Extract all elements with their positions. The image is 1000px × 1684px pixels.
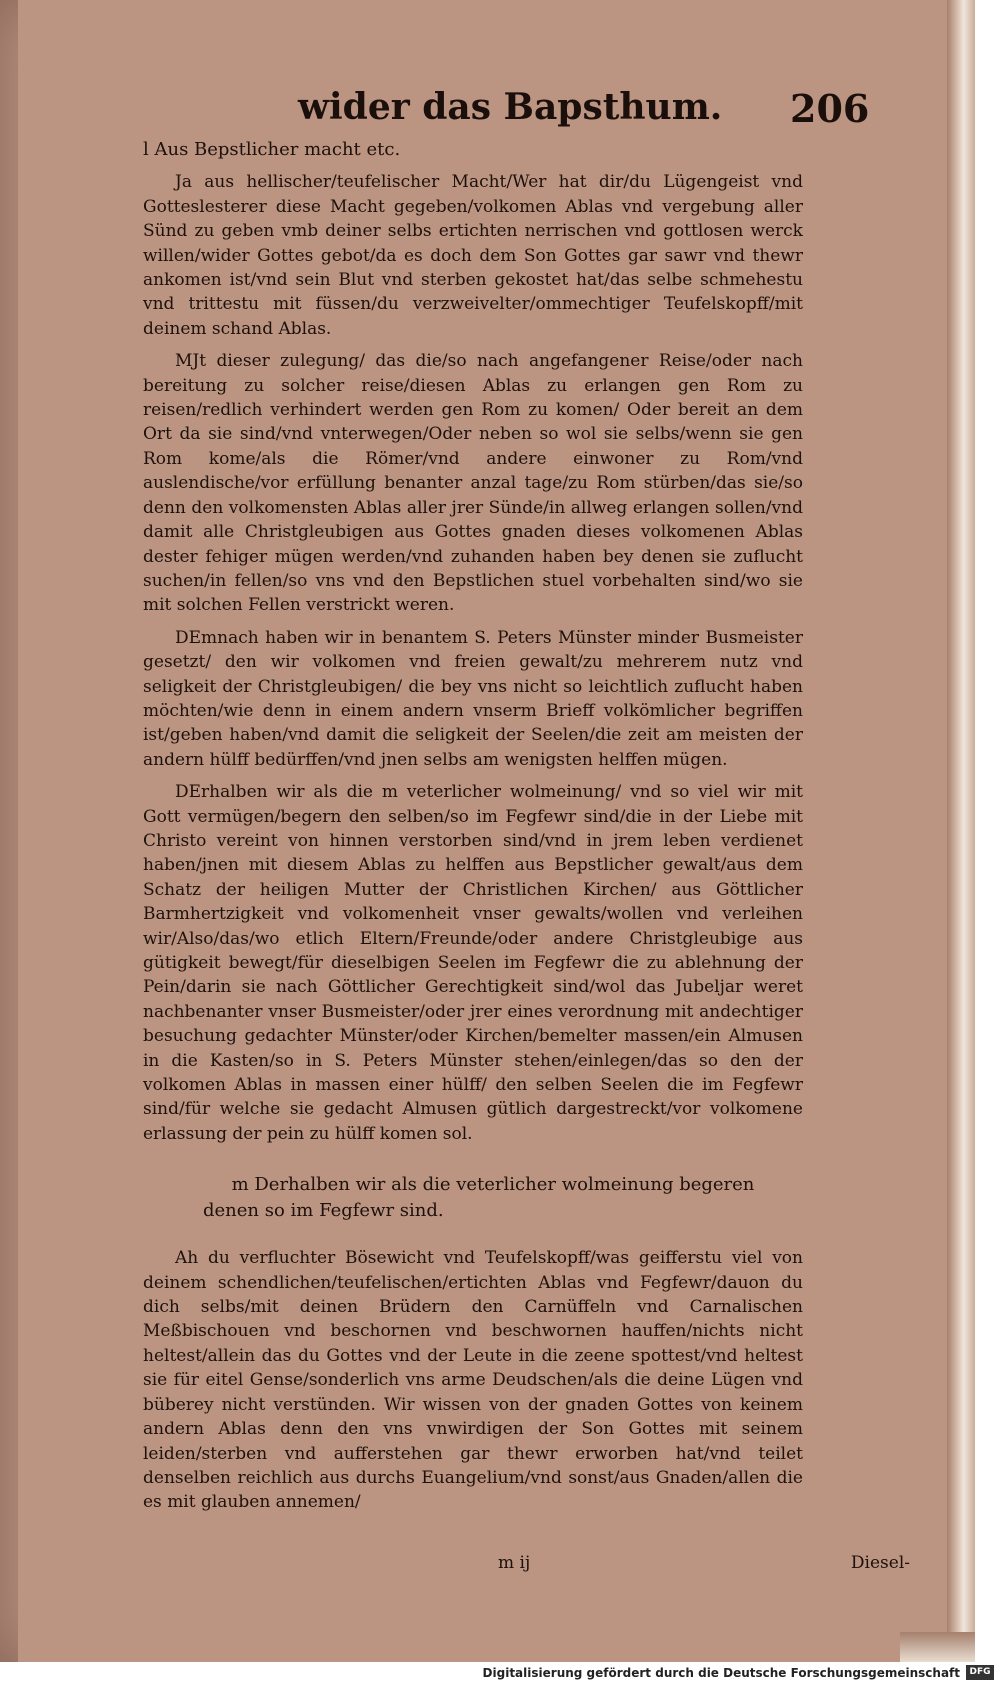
paragraph: DEmnach haben wir in benantem S. Peters Münster minder Busmeister gesetzt/ den wir volkomen vnd freien gewalt/zu mehrerem nutz vnd seligkeit der Christgleubigen/ die bey vns nicht so leichtlich zuflucht haben möchten/wie denn in einem andern vnserm Brieff volkömlicher begriffen ist/geben haben/vnd damit die seligkeit der Seelen/die zeit am meisten der andern hülff bedürffen/vnd jnen selbs am wenigsten helffen mügen. (143, 627, 803, 770)
dfg-logo: DFG (966, 1665, 994, 1680)
body-text (143, 138, 910, 1573)
catchword: Diesel- (850, 1553, 910, 1573)
subheading: l Aus Bepstlicher macht etc. (143, 139, 401, 160)
running-title: wider das Bapsthum. (298, 86, 723, 128)
closing-paragraph: Ah du verfluchter Bösewicht vnd Teufelskopff/was geifferstu viel von deinem schendlichen/teufelischen/ertichten Ablas vnd Fegfewr/dauon du dich selbs/mit deinen Brüdern den Carnüffeln vnd Carnalischen Meßbischouen vnd beschornen vnd beschwornen hauffen/nichts nicht heltest/allein das du Gottes vnd der Leute in die zeene spottest/vnd heltest sie für eitel Gense/sonderlich vns arme Deudschen/als die deine Lügen vnd büberey nicht verstünden. Wir wissen von der gnaden Gottes von keinem andern Ablas denn den vns vnwirdigen der Son Gottes mit seinem leiden/sterben vnd aufferstehen gar thewr erworben hat/vnd teilet denselben reichlich aus durchs Euangelium/vnd sonst/aus Gnaden/allen die es mit glauben annemen/ (143, 1248, 803, 1513)
paragraph: Ja aus hellischer/teufelischer Macht/Wer hat dir/du Lügengeist vnd Gotteslesterer diese Macht gegeben/volkomen Ablas vnd vergebung aller Sünd zu geben vmb deiner selbs ertichten nerrischen vnd gottlosen werck willen/wider Gottes gebot/da es doch dem Son Gottes gar sawr vnd thewr ankomen ist/vnd sein Blut vnd sterben gekostet hat/das selbe schmehestu vnd trittestu mit füssen/du verzweivelter/ommechtiger Teufelskopff/mit deinem schand Ablas. (143, 172, 803, 339)
paragraph: MJt dieser zulegung/ das die/so nach angefangener Reise/oder nach bereitung zu solcher reise/diesen Ablas zu erlangen gen Rom zu reisen/redlich verhindert werden gen Rom zu komen/ Oder bereit an dem Ort da sie sind/vnd vnterwegen/Oder neben so wol sie selbs/wenn sie gen Rom kome/als die Römer/vnd andere einwoner zu Rom/vnd auslendische/vor erfüllung benanter anzal tage/zu Rom stürben/das sie/so denn den volkomensten Ablas aller jrer Sünde/in allweg erlangen sollen/vnd damit alle Christgleubigen aus Gottes gnaden dieses volkomenen Ablas dester fehiger mügen werden/vnd zuhanden haben bey denen sie zuflucht suchen/in fellen/so vns vnd den Bepstlichen stuel vorbehalten sind/wo sie mit solchen Fellen verstrickt weren. (143, 351, 803, 616)
page-number: 206 (790, 86, 870, 131)
paragraph: DErhalben wir als die m veterlicher wolmeinung/ vnd so viel wir mit Gott vermügen/begern den selben/so im Fegfewr sind/die in der Liebe mit Christo vereint von hinnen verstorben sind/vnd in jrem leben verdienet haben/jnen mit diesem Ablas zu helffen aus Bepstlicher gewalt/aus dem Schatz der heiligen Mutter der Christlichen Kirchen/ aus Göttlicher Barmhertzigkeit vnd volkomenheit vnser gewalts/wollen vnd verleihen wir/Also/das/wo etlich Eltern/Freunde/oder andere Christgleubige aus gütigkeit bewegt/für dieselbigen Seelen im Fegfewr die zu ablehnung der Pein/darin sie nach Göttlicher Gerechtigkeit sind/wol das Jubeljar weret nachbenanter vnser Busmeister/oder jrer eines verordnung mit andechtiger besuchung gedachter Münster/oder Kirchen/bemelter massen/ein Almusen in die Kasten/so in S. Peters Münster stehen/einlegen/das so den der volkomen Ablas in massen einer hülff/ den selben Seelen die im Fegfewr sind/für welche sie gedacht Almusen gütlich dargestreckt/vor volkomene erlassung der pein zu hülff komen sol. (143, 782, 803, 1144)
signature-mark: m ij (498, 1553, 531, 1573)
page-edge (947, 0, 975, 1662)
credit-text: Digitalisierung gefördert durch die Deutsche Forschungsgemeinschaft (482, 1666, 960, 1680)
digitization-credit (0, 1662, 1000, 1684)
page-edge-bottom (900, 1632, 975, 1662)
page-surface (18, 0, 970, 1662)
section-heading: m Derhalben wir als die veterlicher wolmeinung begeren denen so im Fegfewr sind. (203, 1174, 755, 1222)
